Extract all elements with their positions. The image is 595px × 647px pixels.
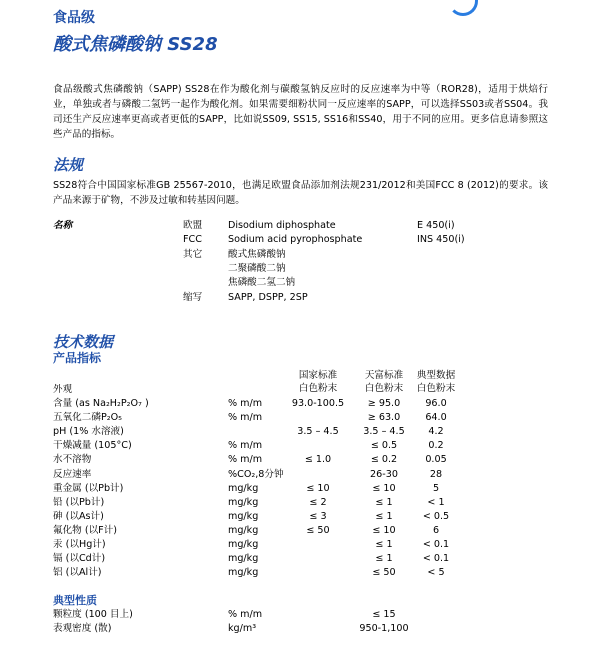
typical-name: 表观密度 (散) [53,623,112,635]
spec-gb-value: 3.5 – 4.5 [297,426,339,438]
name-code: E 450(i) [417,220,455,231]
spec-row [0,496,595,509]
spec-heading: 产品指标 [53,351,102,365]
brand-logo-arc [448,0,478,16]
spec-tf-value: ≤ 1 [375,510,393,522]
spec-name: 铝 (以Al计) [53,567,102,579]
spec-row [0,397,595,410]
name-key: 欧盟 [183,220,203,231]
appearance-label: 外观 [53,384,73,395]
spec-unit: mg/kg [228,567,259,579]
spec-name: 铅 (以Pb计) [53,496,105,508]
spec-tf-value: ≤ 10 [372,524,396,536]
spec-unit: % m/m [228,398,263,409]
spec-unit: % m/m [228,454,263,466]
typical-name: 颗粒度 (100 目上) [53,609,133,620]
col-header-gb-line2: 白色粉末 [298,383,338,394]
spec-tf-value: ≤ 1 [375,496,393,508]
spec-unit: mg/kg [228,539,259,550]
spec-row [0,425,595,438]
spec-row [0,468,595,481]
name-value: 焦磷酸二氢二钠 [228,277,296,289]
spec-typical-value: < 1 [427,496,445,508]
spec-typical-value: < 5 [427,567,445,579]
col-header-tf-line1: 天富标准 [364,370,404,381]
typical-unit: kg/m³ [228,623,257,635]
col-header-ty [400,369,472,395]
spec-name: 氟化物 (以F计) [53,524,118,536]
name-value: Sodium acid pyrophosphate [228,234,363,246]
spec-row [0,524,595,537]
typical-value: ≤ 15 [372,609,396,620]
spec-unit: % m/m [228,412,263,424]
spec-tf-value: ≤ 1 [375,553,393,565]
name-value: Disodium diphosphate [228,220,336,231]
product-category: 食品级 [53,10,95,26]
page-title: 酸式焦磷酸钠 SS28 [53,34,218,55]
spec-gb-value: ≤ 1.0 [304,454,332,466]
spec-name: 干燥减量 (105°C) [53,440,132,452]
spec-gb-value: 93.0-100.5 [291,398,345,409]
spec-typical-value: 4.2 [428,426,444,438]
spec-unit: mg/kg [228,553,259,565]
spec-tf-value: ≤ 1 [375,539,393,550]
spec-tf-value: ≥ 95.0 [367,398,401,409]
spec-row [0,482,595,495]
spec-typical-value: 64.0 [425,412,447,424]
spec-name: 汞 (以Hg计) [53,539,106,550]
spec-typical-value: 28 [429,468,443,480]
col-header-gb-line1: 国家标准 [298,370,338,381]
spec-row [0,439,595,452]
col-header-gb [278,369,358,395]
regulation-heading: 法规 [53,156,84,174]
spec-tf-value: ≤ 0.2 [370,454,398,466]
spec-typical-value: < 0.1 [422,539,450,550]
spec-tf-value: ≤ 10 [372,482,396,494]
typical-value: 950-1,100 [359,623,409,635]
tech-heading: 技术数据 [53,333,114,351]
spec-gb-value: ≤ 10 [306,482,330,494]
spec-tf-value: ≤ 50 [372,567,396,579]
name-key: 缩写 [183,291,203,303]
typical-unit: % m/m [228,609,263,620]
spec-typical-value: 5 [432,482,440,494]
spec-row [0,538,595,551]
spec-unit: mg/kg [228,482,259,494]
spec-typical-value: 0.2 [428,440,444,452]
spec-typical-value: < 0.5 [422,510,450,522]
spec-unit: mg/kg [228,496,259,508]
regulation-paragraph: SS28符合中国国家标准GB 25567-2010，也满足欧盟食品添加剂法规231/2012和美国FCC 8 (2012)的要求。该产品来源于矿物，不涉及过敏和转基因问题。 [53,180,548,206]
spec-typical-value: 96.0 [425,398,447,409]
intro-paragraph: 食品级酸式焦磷酸钠（SAPP) SS28在作为酸化剂与碳酸氢钠反应时的反应速率为中等（ROR28)，适用于烘焙行业，单独或者与磷酸二氢钙一起作为酸化剂。如果需要细粉状同一反应速率的SAPP，可以选择SS03或者SS04。我司还生产反应速率更高或者更低的SAPP，比如说SS09, SS15, SS16和SS40，用于不同的应用。更多信息请参照这些产品的指标。 [53,84,548,140]
spec-name: 重金属 (以Pb计) [53,482,124,494]
spec-name: pH (1% 水溶液) [53,426,124,438]
name-value: 二聚磷酸二钠 [228,262,286,274]
spec-row [0,411,595,424]
spec-name: 镉 (以Cd计) [53,553,106,565]
spec-name: 五氧化二磷P₂O₅ [53,412,122,424]
spec-gb-value: ≤ 3 [309,510,327,522]
spec-tf-value: ≤ 0.5 [370,440,398,452]
spec-name: 反应速率 [53,468,92,480]
spec-typical-value: < 0.1 [422,553,450,565]
col-header-tf-line2: 白色粉末 [364,383,404,394]
spec-tf-value: 26-30 [370,468,398,480]
spec-tf-value: 3.5 – 4.5 [363,426,405,438]
spec-row [0,566,595,579]
col-header-ty-line1: 典型数据 [416,370,456,381]
name-key: FCC [183,234,202,246]
names-label: 名称 [53,220,73,231]
spec-typical-value: 6 [432,524,440,536]
spec-gb-value: ≤ 50 [306,524,330,536]
spec-row [0,552,595,565]
spec-gb-value: ≤ 2 [309,496,327,508]
name-value: 酸式焦磷酸钠 [228,248,286,260]
spec-typical-value: 0.05 [425,454,447,466]
spec-name: 含量 (as Na₂H₂P₂O₇ ) [53,398,149,409]
spec-name: 水不溶物 [53,454,92,466]
spec-unit: % m/m [228,440,263,452]
spec-tf-value: ≥ 63.0 [367,412,401,424]
spec-unit: mg/kg [228,524,259,536]
typical-row [0,608,595,621]
spec-row [0,453,595,466]
spec-name: 砷 (以As计) [53,510,104,522]
spec-unit: mg/kg [228,510,259,522]
spec-unit: %CO₂,8分钟 [228,468,284,480]
spec-row [0,510,595,523]
name-code: INS 450(i) [417,234,465,246]
name-key: 其它 [183,248,203,260]
col-header-ty-line2: 白色粉末 [416,383,456,394]
typical-row [0,622,595,635]
typical-heading: 典型性质 [53,594,97,607]
name-value: SAPP, DSPP, 2SP [228,291,308,303]
